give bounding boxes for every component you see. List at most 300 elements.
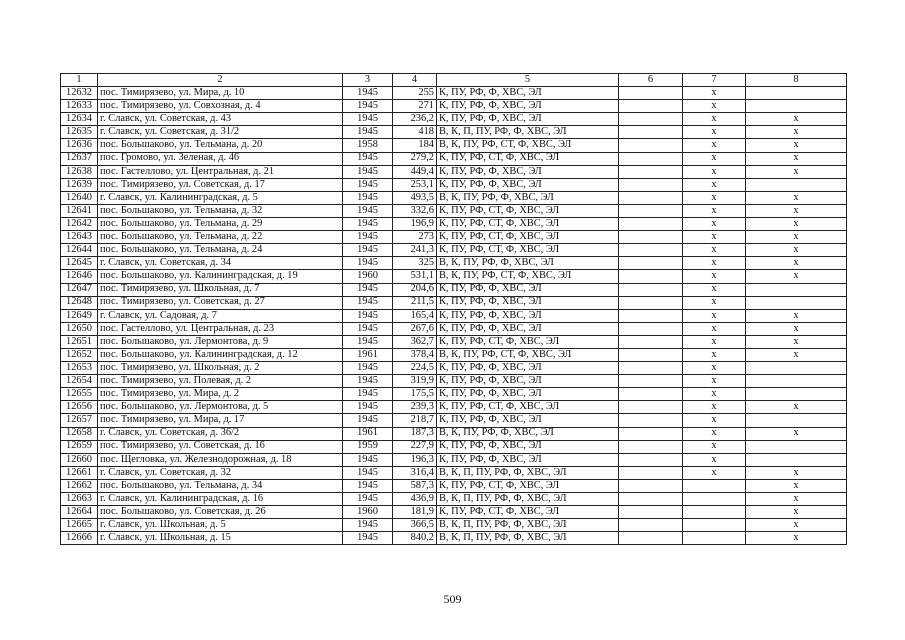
record-number-cell: 12664 [61,506,98,519]
col-7-mark-cell: х [683,427,746,440]
table-row [61,126,847,139]
col-7-mark-cell: х [683,322,746,335]
address-cell: пос. Тимирязево, ул. Советская, д. 27 [98,296,343,309]
record-number-cell: 12642 [61,218,98,231]
year-cell: 1945 [343,401,393,414]
year-cell: 1945 [343,126,393,139]
record-number-cell: 12646 [61,270,98,283]
area-cell: 227,9 [393,440,437,453]
area-cell: 316,4 [393,466,437,479]
table-row [61,322,847,335]
record-number-cell: 12662 [61,479,98,492]
area-cell: 211,5 [393,296,437,309]
record-number-cell: 12660 [61,453,98,466]
col-7-mark-cell: х [683,335,746,348]
col-7-mark-cell: х [683,362,746,375]
record-number-cell: 12653 [61,362,98,375]
address-cell: пос. Большаково, ул. Тельмана, д. 24 [98,244,343,257]
year-cell: 1945 [343,257,393,270]
area-cell: 366,5 [393,519,437,532]
header-col-8: 8 [746,74,847,87]
record-number-cell: 12657 [61,414,98,427]
col-6-cell [619,244,683,257]
amenities-cell: К, ПУ, РФ, СТ, Ф, ХВС, ЭЛ [437,218,619,231]
area-cell: 255 [393,87,437,100]
record-number-cell: 12665 [61,519,98,532]
col-7-mark-cell: х [683,401,746,414]
year-cell: 1959 [343,440,393,453]
col-6-cell [619,283,683,296]
address-cell: пос. Тимирязево, ул. Мира, д. 17 [98,414,343,427]
amenities-cell: К, ПУ, РФ, СТ, Ф, ХВС, ЭЛ [437,231,619,244]
address-cell: пос. Щегловка, ул. Железнодорожная, д. 18 [98,453,343,466]
area-cell: 378,4 [393,348,437,361]
area-cell: 436,9 [393,493,437,506]
year-cell: 1945 [343,519,393,532]
col-8-mark-cell: х [746,126,847,139]
col-7-mark-cell: х [683,440,746,453]
header-col-5: 5 [437,74,619,87]
col-7-mark-cell: х [683,126,746,139]
record-number-cell: 12632 [61,87,98,100]
address-cell: пос. Тимирязево, ул. Мира, д. 2 [98,388,343,401]
amenities-cell: К, ПУ, РФ, Ф, ХВС, ЭЛ [437,113,619,126]
record-number-cell: 12639 [61,178,98,191]
col-6-cell [619,126,683,139]
col-6-cell [619,231,683,244]
address-cell: пос. Гастеллово, ул. Центральная, д. 23 [98,322,343,335]
area-cell: 587,3 [393,479,437,492]
year-cell: 1945 [343,244,393,257]
table-row [61,283,847,296]
address-cell: пос. Большаково, ул. Тельмана, д. 29 [98,218,343,231]
table-row [61,231,847,244]
amenities-cell: В, К, ПУ, РФ, СТ, Ф, ХВС, ЭЛ [437,270,619,283]
amenities-cell: К, ПУ, РФ, Ф, ХВС, ЭЛ [437,375,619,388]
col-6-cell [619,139,683,152]
amenities-cell: К, ПУ, РФ, Ф, ХВС, ЭЛ [437,178,619,191]
table-row [61,401,847,414]
address-cell: г. Славск, ул. Советская, д. 32 [98,466,343,479]
table-row [61,191,847,204]
year-cell: 1945 [343,322,393,335]
col-6-cell [619,100,683,113]
record-number-cell: 12655 [61,388,98,401]
year-cell: 1945 [343,283,393,296]
col-8-mark-cell: х [746,466,847,479]
col-7-mark-cell: х [683,191,746,204]
col-8-mark-cell: х [746,401,847,414]
col-8-mark-cell: х [746,204,847,217]
amenities-cell: В, К, ПУ, РФ, СТ, Ф, ХВС, ЭЛ [437,348,619,361]
amenities-cell: К, ПУ, РФ, СТ, Ф, ХВС, ЭЛ [437,401,619,414]
amenities-cell: К, ПУ, РФ, СТ, Ф, ХВС, ЭЛ [437,244,619,257]
address-cell: г. Славск, ул. Советская, д. 31/2 [98,126,343,139]
table-row [61,113,847,126]
col-7-mark-cell: х [683,165,746,178]
amenities-cell: В, К, ПУ, РФ, Ф, ХВС, ЭЛ [437,427,619,440]
address-cell: пос. Большаково, ул. Калининградская, д. 19 [98,270,343,283]
record-number-cell: 12643 [61,231,98,244]
col-8-mark-cell [746,283,847,296]
area-cell: 196,3 [393,453,437,466]
area-cell: 449,4 [393,165,437,178]
table-row [61,362,847,375]
table-row [61,348,847,361]
col-8-mark-cell [746,87,847,100]
col-6-cell [619,270,683,283]
record-number-cell: 12649 [61,309,98,322]
col-6-cell [619,335,683,348]
record-number-cell: 12650 [61,322,98,335]
table-row [61,218,847,231]
area-cell: 239,3 [393,401,437,414]
area-cell: 165,4 [393,309,437,322]
year-cell: 1961 [343,348,393,361]
table-row [61,414,847,427]
year-cell: 1945 [343,479,393,492]
amenities-cell: К, ПУ, РФ, Ф, ХВС, ЭЛ [437,322,619,335]
year-cell: 1945 [343,218,393,231]
record-number-cell: 12645 [61,257,98,270]
col-6-cell [619,87,683,100]
address-cell: пос. Большаково, ул. Калининградская, д. 12 [98,348,343,361]
col-6-cell [619,493,683,506]
col-8-mark-cell: х [746,270,847,283]
address-cell: пос. Гастеллово, ул. Центральная, д. 21 [98,165,343,178]
amenities-cell: К, ПУ, РФ, Ф, ХВС, ЭЛ [437,87,619,100]
amenities-cell: К, ПУ, РФ, Ф, ХВС, ЭЛ [437,100,619,113]
col-7-mark-cell: х [683,152,746,165]
record-number-cell: 12637 [61,152,98,165]
table-row [61,493,847,506]
area-cell: 418 [393,126,437,139]
address-cell: пос. Большаково, ул. Лермонтова, д. 5 [98,401,343,414]
area-cell: 204,6 [393,283,437,296]
table-row [61,388,847,401]
table-row [61,427,847,440]
col-7-mark-cell: х [683,466,746,479]
col-6-cell [619,440,683,453]
col-6-cell [619,414,683,427]
area-cell: 840,2 [393,532,437,545]
area-cell: 236,2 [393,113,437,126]
record-number-cell: 12648 [61,296,98,309]
col-6-cell [619,479,683,492]
col-8-mark-cell: х [746,231,847,244]
col-8-mark-cell: х [746,113,847,126]
amenities-cell: К, ПУ, РФ, Ф, ХВС, ЭЛ [437,165,619,178]
col-7-mark-cell [683,493,746,506]
header-col-1: 1 [61,74,98,87]
address-cell: г. Славск, ул. Советская, д. 36/2 [98,427,343,440]
record-number-cell: 12666 [61,532,98,545]
col-8-mark-cell: х [746,335,847,348]
area-cell: 325 [393,257,437,270]
col-7-mark-cell: х [683,388,746,401]
col-8-mark-cell: х [746,191,847,204]
year-cell: 1945 [343,493,393,506]
col-8-mark-cell: х [746,519,847,532]
col-7-mark-cell [683,532,746,545]
amenities-cell: В, К, ПУ, РФ, Ф, ХВС, ЭЛ [437,257,619,270]
col-6-cell [619,218,683,231]
amenities-cell: К, ПУ, РФ, СТ, Ф, ХВС, ЭЛ [437,152,619,165]
table-row [61,87,847,100]
table-row [61,244,847,257]
col-8-mark-cell: х [746,218,847,231]
col-7-mark-cell: х [683,244,746,257]
page-number: 509 [443,592,462,606]
address-cell: пос. Тимирязево, ул. Советская, д. 16 [98,440,343,453]
amenities-cell: В, К, П, ПУ, РФ, Ф, ХВС, ЭЛ [437,519,619,532]
area-cell: 187,3 [393,427,437,440]
address-cell: пос. Большаково, ул. Тельмана, д. 34 [98,479,343,492]
year-cell: 1945 [343,178,393,191]
record-number-cell: 12651 [61,335,98,348]
col-7-mark-cell: х [683,231,746,244]
col-7-mark-cell [683,506,746,519]
year-cell: 1945 [343,231,393,244]
record-number-cell: 12633 [61,100,98,113]
col-6-cell [619,519,683,532]
table-row [61,178,847,191]
address-cell: г. Славск, ул. Садовая, д. 7 [98,309,343,322]
record-number-cell: 12644 [61,244,98,257]
record-number-cell: 12634 [61,113,98,126]
amenities-cell: К, ПУ, РФ, СТ, Ф, ХВС, ЭЛ [437,506,619,519]
table-row [61,165,847,178]
table-row [61,296,847,309]
area-cell: 184 [393,139,437,152]
record-number-cell: 12656 [61,401,98,414]
area-cell: 273 [393,231,437,244]
amenities-cell: К, ПУ, РФ, Ф, ХВС, ЭЛ [437,283,619,296]
year-cell: 1945 [343,453,393,466]
amenities-cell: В, К, ПУ, РФ, Ф, ХВС, ЭЛ [437,191,619,204]
address-cell: г. Славск, ул. Калининградская, д. 5 [98,191,343,204]
address-cell: пос. Тимирязево, ул. Школьная, д. 2 [98,362,343,375]
col-7-mark-cell: х [683,309,746,322]
col-7-mark-cell: х [683,178,746,191]
amenities-cell: К, ПУ, РФ, СТ, Ф, ХВС, ЭЛ [437,204,619,217]
amenities-cell: К, ПУ, РФ, Ф, ХВС, ЭЛ [437,453,619,466]
col-7-mark-cell: х [683,453,746,466]
year-cell: 1945 [343,165,393,178]
col-6-cell [619,388,683,401]
address-cell: пос. Громово, ул. Зеленая, д. 46 [98,152,343,165]
year-cell: 1945 [343,113,393,126]
col-8-mark-cell [746,453,847,466]
record-number-cell: 12658 [61,427,98,440]
table-row [61,139,847,152]
col-8-mark-cell: х [746,257,847,270]
col-7-mark-cell: х [683,283,746,296]
table-row [61,532,847,545]
year-cell: 1945 [343,466,393,479]
area-cell: 279,2 [393,152,437,165]
col-7-mark-cell: х [683,204,746,217]
table-body [61,87,847,545]
amenities-cell: К, ПУ, РФ, СТ, Ф, ХВС, ЭЛ [437,335,619,348]
year-cell: 1945 [343,532,393,545]
table-row [61,152,847,165]
col-6-cell [619,427,683,440]
col-6-cell [619,506,683,519]
table-row [61,466,847,479]
year-cell: 1958 [343,139,393,152]
table-row [61,270,847,283]
col-7-mark-cell: х [683,100,746,113]
col-7-mark-cell: х [683,139,746,152]
col-7-mark-cell [683,519,746,532]
col-7-mark-cell: х [683,296,746,309]
year-cell: 1945 [343,375,393,388]
col-6-cell [619,204,683,217]
col-8-mark-cell: х [746,493,847,506]
col-8-mark-cell: х [746,139,847,152]
col-6-cell [619,257,683,270]
year-cell: 1945 [343,335,393,348]
area-cell: 267,6 [393,322,437,335]
col-8-mark-cell [746,362,847,375]
year-cell: 1961 [343,427,393,440]
record-number-cell: 12663 [61,493,98,506]
area-cell: 175,5 [393,388,437,401]
col-7-mark-cell [683,479,746,492]
col-8-mark-cell: х [746,244,847,257]
table-row [61,440,847,453]
year-cell: 1945 [343,204,393,217]
col-8-mark-cell [746,296,847,309]
area-cell: 531,1 [393,270,437,283]
address-cell: г. Славск, ул. Советская, д. 34 [98,257,343,270]
year-cell: 1945 [343,87,393,100]
table-row [61,453,847,466]
year-cell: 1945 [343,388,393,401]
header-col-6: 6 [619,74,683,87]
header-col-4: 4 [393,74,437,87]
address-cell: пос. Тимирязево, ул. Совхозная, д. 4 [98,100,343,113]
col-7-mark-cell: х [683,348,746,361]
year-cell: 1945 [343,362,393,375]
col-6-cell [619,375,683,388]
col-6-cell [619,401,683,414]
record-number-cell: 12652 [61,348,98,361]
housing-registry-table [60,73,847,545]
table-row [61,479,847,492]
amenities-cell: К, ПУ, РФ, Ф, ХВС, ЭЛ [437,296,619,309]
col-6-cell [619,322,683,335]
address-cell: пос. Большаково, ул. Советская, д. 26 [98,506,343,519]
address-cell: пос. Тимирязево, ул. Школьная, д. 7 [98,283,343,296]
col-8-mark-cell: х [746,165,847,178]
table-row [61,506,847,519]
year-cell: 1945 [343,414,393,427]
col-7-mark-cell: х [683,414,746,427]
area-cell: 362,7 [393,335,437,348]
col-8-mark-cell: х [746,309,847,322]
address-cell: пос. Большаково, ул. Тельмана, д. 20 [98,139,343,152]
header-row [61,74,847,87]
col-7-mark-cell: х [683,218,746,231]
col-7-mark-cell: х [683,257,746,270]
year-cell: 1960 [343,506,393,519]
col-6-cell [619,296,683,309]
area-cell: 224,5 [393,362,437,375]
address-cell: г. Славск, ул. Советская, д. 43 [98,113,343,126]
col-6-cell [619,532,683,545]
table-row [61,519,847,532]
col-8-mark-cell [746,440,847,453]
area-cell: 493,5 [393,191,437,204]
col-6-cell [619,165,683,178]
header-col-3: 3 [343,74,393,87]
record-number-cell: 12661 [61,466,98,479]
record-number-cell: 12647 [61,283,98,296]
year-cell: 1945 [343,100,393,113]
table-row [61,257,847,270]
col-6-cell [619,453,683,466]
amenities-cell: К, ПУ, РФ, СТ, Ф, ХВС, ЭЛ [437,479,619,492]
col-6-cell [619,178,683,191]
record-number-cell: 12640 [61,191,98,204]
address-cell: пос. Большаково, ул. Тельмана, д. 22 [98,231,343,244]
address-cell: пос. Тимирязево, ул. Мира, д. 10 [98,87,343,100]
col-6-cell [619,466,683,479]
col-8-mark-cell: х [746,322,847,335]
area-cell: 271 [393,100,437,113]
area-cell: 253,1 [393,178,437,191]
header-col-2: 2 [98,74,343,87]
address-cell: г. Славск, ул. Калининградская, д. 16 [98,493,343,506]
amenities-cell: К, ПУ, РФ, Ф, ХВС, ЭЛ [437,388,619,401]
area-cell: 332,6 [393,204,437,217]
year-cell: 1945 [343,296,393,309]
col-8-mark-cell [746,388,847,401]
address-cell: г. Славск, ул. Школьная, д. 15 [98,532,343,545]
col-8-mark-cell: х [746,348,847,361]
col-7-mark-cell: х [683,375,746,388]
address-cell: пос. Тимирязево, ул. Советская, д. 17 [98,178,343,191]
col-8-mark-cell: х [746,532,847,545]
col-7-mark-cell: х [683,113,746,126]
amenities-cell: В, К, П, ПУ, РФ, Ф, ХВС, ЭЛ [437,493,619,506]
record-number-cell: 12654 [61,375,98,388]
col-8-mark-cell: х [746,152,847,165]
amenities-cell: К, ПУ, РФ, Ф, ХВС, ЭЛ [437,440,619,453]
col-8-mark-cell [746,375,847,388]
area-cell: 196,9 [393,218,437,231]
address-cell: пос. Тимирязево, ул. Полевая, д. 2 [98,375,343,388]
record-number-cell: 12635 [61,126,98,139]
year-cell: 1945 [343,152,393,165]
amenities-cell: В, К, ПУ, РФ, СТ, Ф, ХВС, ЭЛ [437,139,619,152]
year-cell: 1945 [343,191,393,204]
address-cell: пос. Большаково, ул. Тельмана, д. 32 [98,204,343,217]
col-8-mark-cell [746,178,847,191]
table-row [61,335,847,348]
col-6-cell [619,191,683,204]
col-8-mark-cell: х [746,479,847,492]
col-6-cell [619,113,683,126]
col-8-mark-cell [746,100,847,113]
table-row [61,204,847,217]
amenities-cell: К, ПУ, РФ, Ф, ХВС, ЭЛ [437,309,619,322]
address-cell: пос. Большаково, ул. Лермонтова, д. 9 [98,335,343,348]
area-cell: 218,7 [393,414,437,427]
col-8-mark-cell: х [746,427,847,440]
